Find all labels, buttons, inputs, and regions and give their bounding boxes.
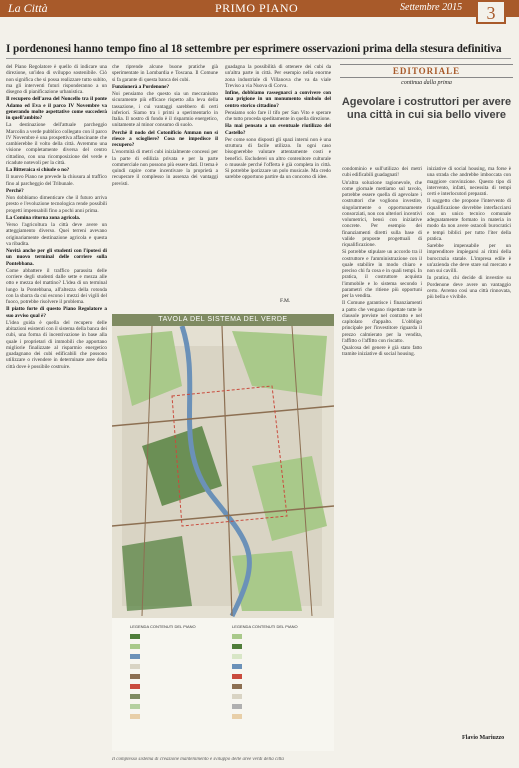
paragraph: Per come sono disposti gli spazi interni non è una struttura di facile utilizzo. In ogni caso bisognerebbe valutare attentamente costi e benefici. Escluderei un altro contenitore culturale o museale perché l'offerta è già completa in città. Si potrebbe ipotizzare un polo musicale. Ma credo sarebbe opportuno partire da un concorso di idee.	[225, 136, 331, 181]
page-header	[0, 0, 519, 40]
page-headline: I pordenonesi hanno tempo fino al 18 settembre per esprimere osservazioni prima della stesura definitiva	[6, 43, 502, 55]
editorial-subtitle: continua dalla prima	[401, 80, 452, 86]
paragraph: Noi pensiamo che questo sia un meccanismo sicuramente più efficace rispetto alla leva della tassazione, i cui vantaggi sarebbero di certi inferiori. Siamo tra i primi a sperimentarlo in Italia. Il nostro di fondo è il risparmio energetico, unitamente al minor consumo di suolo.	[112, 91, 218, 129]
paragraph: iniziative di social housing, ma forse è una strada che andrebbe imboccata con maggiore convinzione. Questo tipo di intervento, infatti, necessita di tempi certi e interlocutori preparati.	[427, 166, 511, 197]
legend-swatch	[232, 674, 242, 679]
paragraph: Il nuovo Piano ne prevede la chiusura al traffico fino al parcheggio del Tribunale.	[6, 174, 107, 187]
headline-divider	[6, 58, 511, 59]
paragraph: L'idea guida è quella del recupero delle abitazioni esistenti con il sistema della banca dei cubi, una forma di incentivazione in base alla quale i proprietari di immobili che apportano migliorie finalizzate al risparmio energetico guadagnano dei cubi edificabili che possono utilizzare o rivendere in determinate aree della città dove è possibile costruire.	[6, 319, 107, 370]
paragraph: Il soggetto che propone l'intervento di riqualificazione dovrebbe interfacciarsi con un unico tecnico comunale adeguatamente formato in materia in modo da non avere ostacoli burocratici e tempi biblici per tutto l'iter della pratica.	[427, 198, 511, 242]
paragraph: La destinazione dell'attuale parcheggio Marcolin a verde pubblico collegato con il parco IV Novembre è una prospettiva affascinante che cambierebbe il volto della città. Avremmo una visione completamente diversa del centro cittadino, con una ricomposizione del verde e ricadute notevoli per la città.	[6, 122, 107, 166]
article-column-3	[225, 64, 331, 304]
paragraph: che riprende alcune buone pratiche già sperimentate in Lombardia e Toscana. Il Comune si fa garante di questa banca dei cubi.	[112, 64, 218, 83]
legend-swatch	[130, 654, 140, 659]
question: Funzionerà a Pordenone?	[112, 83, 170, 90]
question: Il piatto forte di questo Piano Regolatore a suo avviso qual è?	[6, 306, 107, 319]
question: La Bitteraica si chiude o no?	[6, 167, 70, 173]
editorial-title: Agevolare i costruttori per avere una città in cui sia bello vivere	[341, 96, 512, 121]
legend-header-right: LEGENDA CONTENUTI DEL PIANO	[232, 624, 298, 629]
issue-date: Settembre 2015	[400, 2, 463, 13]
paragraph: L'enormità di metri cubi inizialmente concessi per la parte di edilizia privata e per la parte commerciale non possono più essere dati. Il tema è quindi capire come incentivare la proprietà a recuperare il complesso in assenza dei vantaggi previsti.	[112, 149, 218, 187]
legend-swatch	[130, 694, 140, 699]
paragraph: guadagna la possibilità di ottenere dei cubi da un'altra parte in città. Per esempio nella enorme zona industriale di Villanova che va da viale Treviso a via Nuova di Corva.	[225, 64, 331, 89]
legend-swatch	[130, 644, 140, 649]
paragraph: Un'altra soluzione ragionevole, che come giornale mettiamo sul tavolo, potrebbe essere quella di agevolare i costruttori che vogliono investire, singolarmente o opportunamente consorziati, non con ulteriori incentivi volumetrici, bensì con iniziative concrete. Per esempio dei finanziamenti diretti sulla base di valide proposte progettuali di riqualificazione.	[342, 179, 422, 248]
paragraph: Verso l'agricoltura la città deve avere un atteggiamento diverso. Quei terreni avevano originariamente destinazione agricola e questa va ribadita.	[6, 222, 107, 247]
legend-swatch	[232, 714, 242, 719]
paragraph: Sarebbe impensabile per un imprenditore impiegarsi ai ritmi della burocrazia statale. L'impresa edile è un'azienda che deve stare sul mercato e non sui cavilli.	[427, 243, 511, 274]
editorial-author: Flavio Mariuzzo	[462, 735, 505, 741]
legend-swatch	[232, 694, 242, 699]
section-center-label: PRIMO PIANO	[215, 1, 299, 15]
paragraph: Si potrebbe stipulare un accordo tra il costruttore e l'amministrazione con il quale stabilire in modo chiaro e preciso chi fa cosa e in quali tempi. In pratica, il costruttore acquista l'immobile e lo sistema secondo i parametri che ritiene più opportuni per la vendita.	[342, 249, 422, 299]
green-area	[232, 551, 302, 611]
legend-swatch	[130, 714, 140, 719]
map-legend	[112, 618, 334, 751]
map-title: TAVOLA DEL SISTEMA DEL VERDE	[112, 314, 334, 326]
legend-swatch	[232, 644, 242, 649]
legend-swatch	[130, 674, 140, 679]
paragraph: Non dobbiamo dimenticare che il futuro arriva presto e l'evoluzione tecnologica rende possibili progetti impensabili fino a pochi anni prima.	[6, 195, 107, 214]
legend-swatch	[232, 634, 242, 639]
legend-swatch	[232, 684, 242, 689]
question: La Comina ritorna zona agricola.	[6, 214, 81, 221]
question: Infine, dobbiamo rassegnarci a convivere con una prigione in un monumento simbolo del centro storico cittadino?	[225, 90, 331, 109]
paragraph: Pensiamo solo fare il tifo per San Vito e sperare che tutto proceda speditamente in quella direzione.	[225, 109, 331, 122]
legend-header-left: LEGENDA CONTENUTI DEL PIANO	[130, 624, 196, 629]
legend-swatch	[130, 684, 140, 689]
section-left-label: La Città	[8, 1, 48, 15]
paragraph: Come abbattere il traffico parassita delle corriere degli studenti dalle sette e mezza alle otto e mezza del mattino? L'idea di un terminal lungo la Pontebbana, all'altezza della rotonda con la sbarra da cui escono i mezzi dei vigili del fuoco, potrebbe risolvere il problema.	[6, 267, 107, 305]
paragraph: condominio e sull'utilizzo dei metri cubi edificabili guadagnati!	[342, 166, 422, 179]
map-image	[112, 326, 334, 751]
paragraph: Qualcosa del genere è già stato fatto tramite iniziative di social housing.	[342, 345, 422, 358]
park-area	[122, 536, 192, 611]
question: Il recupero dell'area del Noncello tra il ponte Adamo ed Eva e il parco IV Novembre va generando molte aspettative come succederà in quell'ambito?	[6, 96, 107, 121]
legend-swatch	[130, 664, 140, 669]
paragraph: Il Comune garantisce i finanziamenti a patto che vengano rispettate tutte le clausole previste nel contratto e nel capitolato d'appalto. L'obbligo principale per l'investitore riguarda il prezzo calmierato per la vendita, l'affitto o l'affitto con riscatto.	[342, 300, 422, 344]
legend-swatch	[130, 634, 140, 639]
article-column-1	[6, 64, 107, 764]
legend-swatch	[130, 704, 140, 709]
question: Ha mai pensato a un eventuale riutilizzo del Castello?	[225, 123, 331, 136]
question: Perchè il nodo del Cotonificio Amman non si riesce a sciogliere? Cosa ne impedisce il recupero?	[112, 129, 218, 148]
editorial-column-2	[427, 166, 511, 726]
legend-swatch	[232, 654, 242, 659]
legend-swatch	[232, 664, 242, 669]
green-system-map	[112, 314, 334, 754]
masthead-bar	[0, 0, 519, 17]
question: Perchè?	[6, 187, 24, 194]
paragraph: In pratica, chi decide di investire su Pordenone deve avere un vantaggio certo. Avremo così una città rinnovata, più bella e vivibile.	[427, 275, 511, 300]
editorial-box	[340, 64, 513, 158]
editorial-label: EDITORIALE	[340, 64, 513, 78]
legend-swatch	[232, 704, 242, 709]
page-number: 3	[476, 0, 506, 24]
article-signature: F.M.	[280, 298, 291, 304]
question: Novità anche per gli studenti con l'ipotesi di un nuovo terminal delle corriere sulla Pontebbana.	[6, 248, 107, 267]
paragraph: del Piano Regolatore è quello di indicare una direzione, un'idea di sviluppo sostenibile. Ciò non significa che si possa realizzare tutto subito, ma gli interventi futuri risponderanno a un disegno di pianificazione urbanistica.	[6, 64, 107, 95]
map-caption: Il complesso sistema di creazione mantenimento e sviluppo delle aree verdi della città	[112, 757, 284, 762]
article-column-2	[112, 64, 218, 304]
editorial-column-1	[342, 166, 422, 756]
